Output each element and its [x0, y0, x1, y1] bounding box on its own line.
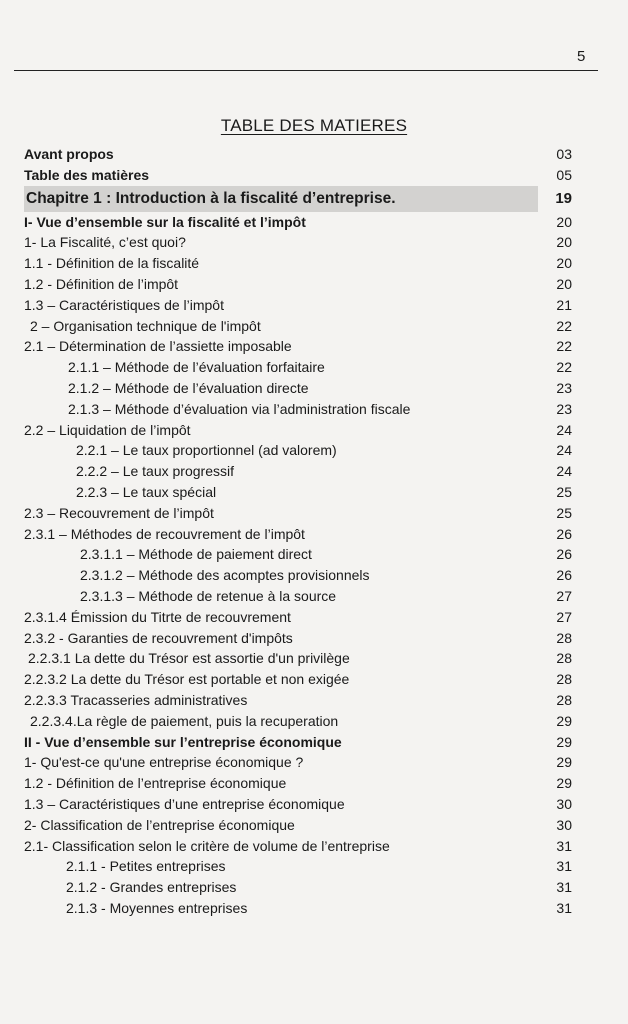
toc-entry	[24, 586, 572, 607]
table-of-contents	[24, 144, 572, 919]
page-title: TABLE DES MATIERES	[220, 116, 408, 135]
toc-entry-title: 1- La Fiscalité, c’est quoi?	[24, 234, 186, 251]
toc-entry-page: 24	[556, 421, 572, 438]
toc-entry-page: 25	[556, 504, 572, 521]
toc-entry-page: 23	[556, 400, 572, 417]
toc-entry-page: 21	[556, 296, 572, 313]
toc-entry-page: 24	[556, 463, 572, 480]
toc-entry-page: 28	[556, 691, 572, 708]
toc-entry	[24, 669, 572, 690]
toc-entry	[24, 607, 572, 628]
toc-entry-title: 2- Classification de l’entreprise économique	[24, 816, 295, 833]
toc-entry-title: 2.1.1 - Petites entreprises	[66, 858, 226, 875]
toc-entry-page: 31	[556, 899, 572, 916]
toc-entry-title: 2.3.2 - Garanties de recouvrement d'impôts	[24, 629, 293, 646]
toc-entry	[24, 253, 572, 274]
toc-entry-page: 20	[556, 255, 572, 272]
toc-entry	[24, 144, 572, 165]
toc-entry	[24, 815, 572, 836]
toc-entry-page: 27	[556, 587, 572, 604]
toc-entry-title: 1.3 – Caractéristiques de l’impôt	[24, 296, 224, 313]
toc-entry	[24, 316, 572, 337]
toc-entry-title: 2.2.3 – Le taux spécial	[76, 483, 217, 500]
toc-entry-title: 1- Qu'est-ce qu'une entreprise économique ?	[24, 754, 304, 771]
toc-entry-title: 2.3 – Recouvrement de l’impôt	[24, 504, 214, 521]
toc-entry-title: 2.3.1.1 – Méthode de paiement direct	[80, 546, 312, 563]
toc-entry-title: 2.3.1.2 – Méthode des acomptes provisionnels	[80, 567, 370, 584]
toc-entry-page: 22	[556, 317, 572, 334]
toc-entry-page: 24	[556, 442, 572, 459]
toc-entry-page: 31	[556, 879, 572, 896]
toc-entry	[24, 628, 572, 649]
toc-entry-title: 1.2 - Définition de l’impôt	[24, 275, 179, 292]
toc-entry-page: 23	[556, 379, 572, 396]
toc-entry-page: 28	[556, 671, 572, 688]
toc-entry-title: Chapitre 1 : Introduction à la fiscalité d’entreprise.	[24, 186, 538, 212]
toc-entry	[24, 165, 572, 186]
toc-entry-page: 28	[556, 650, 572, 667]
toc-entry-page: 30	[556, 816, 572, 833]
toc-entry-page: 05	[556, 166, 572, 183]
toc-entry-page: 26	[556, 546, 572, 563]
toc-entry-title: 2.3.1 – Méthodes de recouvrement de l’impôt	[24, 525, 305, 542]
toc-entry-page: 20	[556, 213, 572, 230]
toc-entry-title: 2.2.3.3 Tracasseries administratives	[24, 691, 248, 708]
toc-entry-page: 27	[556, 608, 572, 625]
toc-entry-page: 29	[556, 712, 572, 729]
toc-entry	[24, 544, 572, 565]
toc-entry	[24, 336, 572, 357]
toc-entry-page: 28	[556, 629, 572, 646]
toc-entry	[24, 648, 572, 669]
toc-entry-title: 1.3 – Caractéristiques d’une entreprise économique	[24, 795, 345, 812]
toc-entry-page: 26	[556, 525, 572, 542]
toc-entry	[24, 503, 572, 524]
header-rule	[14, 70, 598, 71]
toc-entry-page: 25	[556, 483, 572, 500]
toc-entry-page: 30	[556, 795, 572, 812]
toc-entry	[24, 378, 572, 399]
toc-entry	[24, 461, 572, 482]
toc-entry	[24, 212, 572, 233]
toc-entry-title: 1.2 - Définition de l’entreprise économique	[24, 775, 287, 792]
toc-entry-title: 2.2.3.4.La règle de paiement, puis la recuperation	[30, 712, 339, 729]
toc-entry-title: I- Vue d’ensemble sur la fiscalité et l’impôt	[24, 213, 306, 230]
toc-entry-title: 2.2.3.2 La dette du Trésor est portable et non exigée	[24, 671, 350, 688]
toc-entry	[24, 752, 572, 773]
toc-entry-page: 22	[556, 338, 572, 355]
toc-entry-title: 2.1.1 – Méthode de l’évaluation forfaitaire	[68, 359, 325, 376]
toc-entry-page: 19	[555, 189, 572, 207]
toc-entry-page: 29	[556, 733, 572, 750]
toc-entry-page: 29	[556, 754, 572, 771]
toc-entry	[24, 186, 572, 212]
toc-entry-title: 2.1.2 – Méthode de l’évaluation directe	[68, 379, 309, 396]
toc-entry-page: 03	[556, 146, 572, 162]
toc-entry-title: 2.3.1.4 Émission du Titrte de recouvrement	[24, 608, 291, 625]
toc-entry-title: 2 – Organisation technique de l'impôt	[30, 317, 261, 334]
toc-entry	[24, 565, 572, 586]
toc-entry-title: II - Vue d’ensemble sur l’entreprise économique	[24, 733, 342, 750]
toc-entry-title: Table des matières	[24, 166, 150, 183]
toc-entry-title: 2.3.1.3 – Méthode de retenue à la source	[80, 587, 337, 604]
toc-entry-page: 29	[556, 775, 572, 792]
toc-entry-title: Avant propos	[24, 146, 114, 162]
toc-entry	[24, 898, 572, 919]
toc-entry	[24, 856, 572, 877]
toc-entry-page: 22	[556, 359, 572, 376]
toc-entry-title: 2.1 – Détermination de l’assiette imposable	[24, 338, 292, 355]
toc-entry	[24, 420, 572, 441]
toc-entry	[24, 440, 572, 461]
toc-entry	[24, 732, 572, 753]
toc-entry-page: 31	[556, 837, 572, 854]
toc-entry-title: 2.2.1 – Le taux proportionnel (ad valorem)	[76, 442, 337, 459]
toc-entry-title: 2.1.3 - Moyennes entreprises	[66, 899, 248, 916]
toc-entry	[24, 794, 572, 815]
toc-entry	[24, 836, 572, 857]
toc-entry	[24, 295, 572, 316]
toc-entry-title: 2.1.2 - Grandes entreprises	[66, 879, 237, 896]
toc-entry	[24, 711, 572, 732]
toc-entry	[24, 482, 572, 503]
toc-entry-title: 2.1- Classification selon le critère de volume de l’entreprise	[24, 837, 390, 854]
page-number: 5	[577, 48, 586, 65]
toc-entry-title: 2.2.3.1 La dette du Trésor est assortie d'un privilège	[28, 650, 350, 667]
toc-entry-page: 31	[556, 858, 572, 875]
toc-entry	[24, 399, 572, 420]
toc-entry	[24, 524, 572, 545]
toc-entry-page: 26	[556, 567, 572, 584]
toc-entry-page: 20	[556, 275, 572, 292]
toc-entry	[24, 877, 572, 898]
toc-entry	[24, 773, 572, 794]
toc-entry-page: 20	[556, 234, 572, 251]
toc-entry	[24, 274, 572, 295]
toc-entry	[24, 232, 572, 253]
toc-entry-title: 2.1.3 – Méthode d’évaluation via l’administration fiscale	[68, 400, 411, 417]
toc-entry	[24, 357, 572, 378]
toc-entry-title: 2.2.2 – Le taux progressif	[76, 463, 234, 480]
toc-entry-title: 1.1 - Définition de la fiscalité	[24, 255, 200, 272]
toc-entry-title: 2.2 – Liquidation de l’impôt	[24, 421, 191, 438]
toc-entry	[24, 690, 572, 711]
